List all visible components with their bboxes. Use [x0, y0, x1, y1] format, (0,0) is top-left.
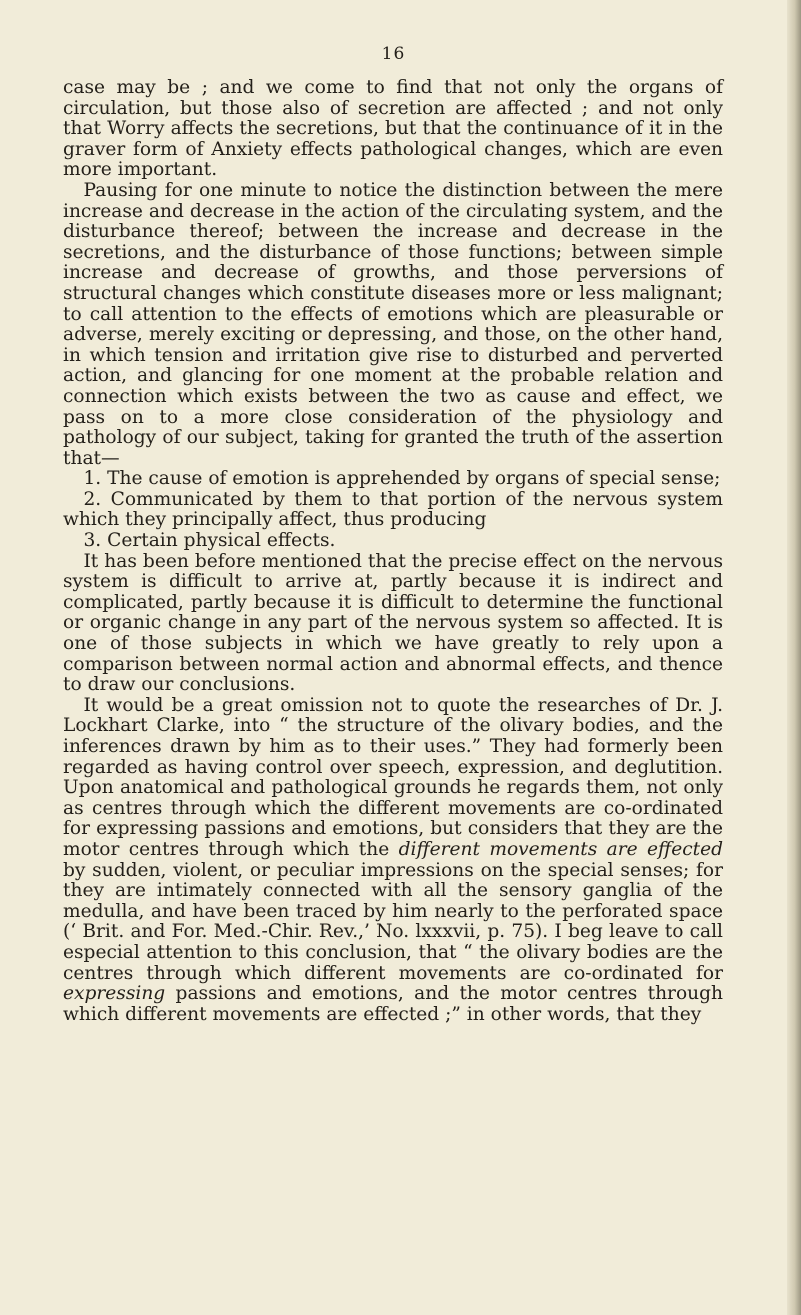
paragraph-distinction: Pausing for one minute to notice the distinction between the mere increase and decrease in the action of the circulating system, and the disturbance thereof; between the increase and decrease in the secretions, and the disturbance of those functions; between simple increase and decrease of growths, and those perversions of structural changes which constitute diseases more or less malignant; to call attention to the effects of emotions which are pleasurable or adverse, merely exciting or depressing, and those, on the other hand, in which tension and irritation give rise to disturbed and perverted action, and glancing for one moment at the probable relation and connection which exists between the two as cause and effect, we pass on to a more close consideration of the physiology and pathology of our subject, taking for granted the truth of the assertion that— — [63, 179, 723, 469]
text-segment: passions and emotions, and the motor centres through which different movements are effected ;” in other words, that they — [63, 983, 723, 1025]
list-item-1: 1. The cause of emotion is apprehended by organs of special sense; — [83, 468, 721, 490]
italic-phrase: different movements are effected — [398, 838, 723, 860]
paragraph-continuation: case may be ; and we come to find that not only the organs of circulation, but those also of secretion are affected ; and not only that Worry affects the secretions, but that the continuance of it in the graver form of Anxiety effects pathological changes, which are even more important. — [63, 77, 723, 181]
list-item-3: 3. Certain physical effects. — [83, 530, 336, 552]
page-number: 16 — [381, 44, 406, 64]
list-item-2: 2. Communicated by them to that portion of the nervous system which they principally affect, thus producing — [63, 488, 723, 531]
page-edge — [787, 0, 801, 1315]
text-segment: by sudden, violent, or peculiar impressions on the special senses; for they are intimately connected with all the sensory ganglia of the medulla, and have been traced by him nearly to the perforated space (‘ Brit. and For. Med.-Chir. Rev.,’ No. lxxxvii, p. 75). I beg leave to call especial attention to this conclusion, that “ the olivary bodies are the centres through which different movements are co-ordinated for — [63, 859, 723, 984]
paragraph-precise-effect: It has been before mentioned that the precise effect on the nervous system is difficult to arrive at, partly because it is indirect and complicated, partly because it is difficult to determine the functional or organic change in any part of the nervous system so affected. It is one of those subjects in which we have greatly to rely upon a comparison between normal action and abnormal effects, and thence to draw our conclusions. — [63, 550, 723, 696]
text-segment: It would be a great omission not to quote the researches of Dr. J. Lockhart Clarke, into “ the structure of the olivary bodies, and the inferences drawn by him as to their uses.” They had formerly been regarded as having control over speech, expression, and deglutition. Upon anatomical and pathological grounds he regards them, not only as centres through which the different movements are co-ordinated for expressing passions and emotions, but considers that they are the motor centres through which the — [63, 694, 723, 860]
body-text — [63, 78, 723, 1025]
paragraph-lockhart-clarke — [63, 696, 723, 1026]
italic-phrase: expressing — [63, 983, 166, 1005]
